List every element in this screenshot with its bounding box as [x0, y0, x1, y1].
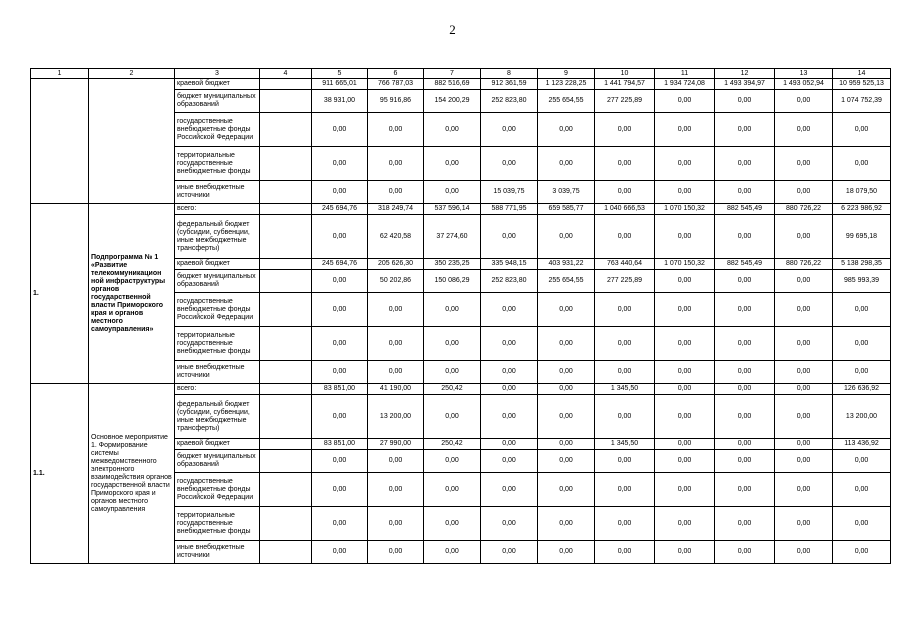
- value-cell: 882 545,49: [715, 204, 775, 215]
- value-cell: 911 665,01: [312, 79, 368, 90]
- empty-cell: [260, 113, 312, 147]
- value-cell: 41 190,00: [368, 384, 424, 395]
- empty-cell: [260, 439, 312, 450]
- value-cell: 0,00: [481, 215, 538, 259]
- section-name: Подпрограмма № 1 «Развитие телекоммуникацион ной инфраструктуры органов государственной власти Приморского края и органов местного самоуправления»: [89, 204, 175, 384]
- value-cell: 0,00: [595, 541, 655, 564]
- value-cell: 0,00: [775, 439, 833, 450]
- value-cell: 0,00: [368, 181, 424, 204]
- value-cell: 0,00: [775, 395, 833, 439]
- value-cell: 0,00: [715, 507, 775, 541]
- value-cell: 0,00: [538, 215, 595, 259]
- empty-cell: [260, 181, 312, 204]
- column-header: 10: [595, 69, 655, 79]
- value-cell: 985 993,39: [833, 270, 891, 293]
- value-cell: 10 959 525,13: [833, 79, 891, 90]
- value-cell: 0,00: [655, 113, 715, 147]
- table-body: [31, 69, 891, 564]
- value-cell: 0,00: [595, 181, 655, 204]
- value-cell: 0,00: [538, 384, 595, 395]
- budget-table: [30, 68, 891, 564]
- value-cell: 0,00: [715, 541, 775, 564]
- value-cell: 350 235,25: [424, 259, 481, 270]
- funding-source-cell: бюджет муниципальных образований: [175, 90, 260, 113]
- empty-cell: [260, 215, 312, 259]
- value-cell: 0,00: [312, 473, 368, 507]
- empty-cell: [260, 384, 312, 395]
- value-cell: 1 441 794,57: [595, 79, 655, 90]
- value-cell: 0,00: [595, 293, 655, 327]
- value-cell: 0,00: [368, 507, 424, 541]
- funding-source-cell: иные внебюджетные источники: [175, 541, 260, 564]
- value-cell: 245 694,76: [312, 204, 368, 215]
- value-cell: 0,00: [775, 215, 833, 259]
- column-header: 8: [481, 69, 538, 79]
- funding-source-cell: иные внебюджетные источники: [175, 181, 260, 204]
- column-header: 13: [775, 69, 833, 79]
- value-cell: 0,00: [775, 270, 833, 293]
- value-cell: 0,00: [368, 327, 424, 361]
- funding-source-cell: государственные внебюджетные фонды Российской Федерации: [175, 113, 260, 147]
- value-cell: 0,00: [424, 395, 481, 439]
- column-header: 11: [655, 69, 715, 79]
- value-cell: 13 200,00: [368, 395, 424, 439]
- value-cell: 0,00: [481, 147, 538, 181]
- value-cell: 0,00: [775, 507, 833, 541]
- empty-cell: [260, 147, 312, 181]
- value-cell: 766 787,03: [368, 79, 424, 90]
- value-cell: 0,00: [368, 361, 424, 384]
- value-cell: 0,00: [775, 327, 833, 361]
- value-cell: 882 545,49: [715, 259, 775, 270]
- value-cell: 255 654,55: [538, 90, 595, 113]
- value-cell: 0,00: [481, 327, 538, 361]
- empty-cell: [260, 293, 312, 327]
- value-cell: 0,00: [595, 327, 655, 361]
- value-cell: 0,00: [368, 473, 424, 507]
- value-cell: 403 931,22: [538, 259, 595, 270]
- value-cell: 0,00: [833, 293, 891, 327]
- value-cell: 0,00: [775, 147, 833, 181]
- empty-cell: [260, 90, 312, 113]
- value-cell: 0,00: [424, 361, 481, 384]
- value-cell: 0,00: [715, 384, 775, 395]
- empty-cell: [260, 450, 312, 473]
- value-cell: 0,00: [312, 181, 368, 204]
- value-cell: 13 200,00: [833, 395, 891, 439]
- value-cell: 0,00: [481, 113, 538, 147]
- value-cell: 6 223 986,92: [833, 204, 891, 215]
- value-cell: 880 726,22: [775, 259, 833, 270]
- value-cell: 0,00: [595, 450, 655, 473]
- value-cell: 0,00: [481, 439, 538, 450]
- value-cell: 0,00: [481, 541, 538, 564]
- value-cell: 0,00: [655, 450, 715, 473]
- value-cell: 659 585,77: [538, 204, 595, 215]
- value-cell: 252 823,80: [481, 90, 538, 113]
- funding-source-cell: иные внебюджетные источники: [175, 361, 260, 384]
- value-cell: 1 040 666,53: [595, 204, 655, 215]
- funding-source-cell: государственные внебюджетные фонды Российской Федерации: [175, 473, 260, 507]
- value-cell: 5 138 298,35: [833, 259, 891, 270]
- value-cell: 0,00: [312, 215, 368, 259]
- funding-source-cell: всего:: [175, 384, 260, 395]
- value-cell: 0,00: [538, 361, 595, 384]
- value-cell: 0,00: [368, 147, 424, 181]
- value-cell: 0,00: [481, 293, 538, 327]
- value-cell: 113 436,92: [833, 439, 891, 450]
- value-cell: 1 074 752,39: [833, 90, 891, 113]
- value-cell: 0,00: [481, 384, 538, 395]
- section-number: 1.1.: [31, 384, 89, 564]
- value-cell: 0,00: [481, 361, 538, 384]
- value-cell: 0,00: [833, 113, 891, 147]
- value-cell: 882 516,69: [424, 79, 481, 90]
- value-cell: 0,00: [595, 113, 655, 147]
- page-number: 2: [449, 22, 456, 37]
- empty-cell: [260, 541, 312, 564]
- column-header: 3: [175, 69, 260, 79]
- value-cell: 0,00: [833, 541, 891, 564]
- value-cell: 1 934 724,08: [655, 79, 715, 90]
- value-cell: 0,00: [538, 327, 595, 361]
- value-cell: 0,00: [655, 293, 715, 327]
- column-header: 6: [368, 69, 424, 79]
- value-cell: 0,00: [538, 507, 595, 541]
- empty-cell: [260, 79, 312, 90]
- value-cell: 880 726,22: [775, 204, 833, 215]
- funding-source-cell: территориальные государственные внебюджетные фонды: [175, 147, 260, 181]
- value-cell: 1 345,50: [595, 439, 655, 450]
- value-cell: 0,00: [538, 541, 595, 564]
- value-cell: 0,00: [775, 90, 833, 113]
- value-cell: 0,00: [715, 90, 775, 113]
- value-cell: 0,00: [833, 361, 891, 384]
- value-cell: 0,00: [595, 147, 655, 181]
- value-cell: 0,00: [424, 541, 481, 564]
- value-cell: 0,00: [655, 215, 715, 259]
- column-header: 7: [424, 69, 481, 79]
- column-header: 14: [833, 69, 891, 79]
- value-cell: 0,00: [538, 395, 595, 439]
- value-cell: 95 916,86: [368, 90, 424, 113]
- value-cell: 0,00: [775, 384, 833, 395]
- value-cell: 0,00: [481, 507, 538, 541]
- value-cell: 150 086,29: [424, 270, 481, 293]
- value-cell: 0,00: [595, 395, 655, 439]
- value-cell: 0,00: [715, 473, 775, 507]
- value-cell: 0,00: [715, 181, 775, 204]
- value-cell: 0,00: [833, 507, 891, 541]
- value-cell: 912 361,59: [481, 79, 538, 90]
- funding-source-cell: краевой бюджет: [175, 439, 260, 450]
- value-cell: 0,00: [312, 361, 368, 384]
- value-cell: 0,00: [538, 147, 595, 181]
- empty-cell: [260, 473, 312, 507]
- value-cell: 250,42: [424, 439, 481, 450]
- value-cell: 0,00: [833, 327, 891, 361]
- column-header: 1: [31, 69, 89, 79]
- value-cell: 763 440,64: [595, 259, 655, 270]
- value-cell: 0,00: [775, 293, 833, 327]
- value-cell: 0,00: [655, 90, 715, 113]
- value-cell: 0,00: [312, 507, 368, 541]
- funding-source-cell: федеральный бюджет (субсидии, субвенции, иные межбюджетные трансферты): [175, 395, 260, 439]
- value-cell: 277 225,89: [595, 90, 655, 113]
- value-cell: 0,00: [655, 473, 715, 507]
- value-cell: 126 636,92: [833, 384, 891, 395]
- value-cell: 0,00: [775, 181, 833, 204]
- value-cell: 0,00: [715, 270, 775, 293]
- value-cell: 255 654,55: [538, 270, 595, 293]
- value-cell: 0,00: [715, 215, 775, 259]
- value-cell: 0,00: [538, 473, 595, 507]
- value-cell: 0,00: [424, 473, 481, 507]
- empty-cell: [260, 361, 312, 384]
- value-cell: 154 200,29: [424, 90, 481, 113]
- value-cell: 15 039,75: [481, 181, 538, 204]
- value-cell: 335 948,15: [481, 259, 538, 270]
- column-header: 9: [538, 69, 595, 79]
- value-cell: 0,00: [775, 113, 833, 147]
- empty-cell: [260, 507, 312, 541]
- value-cell: 0,00: [715, 327, 775, 361]
- value-cell: 0,00: [312, 395, 368, 439]
- value-cell: 0,00: [655, 384, 715, 395]
- value-cell: 0,00: [312, 541, 368, 564]
- value-cell: 0,00: [595, 215, 655, 259]
- funding-source-cell: бюджет муниципальных образований: [175, 450, 260, 473]
- value-cell: 0,00: [368, 113, 424, 147]
- value-cell: 252 823,80: [481, 270, 538, 293]
- value-cell: 27 990,00: [368, 439, 424, 450]
- value-cell: 0,00: [595, 507, 655, 541]
- value-cell: 0,00: [312, 147, 368, 181]
- value-cell: 0,00: [833, 473, 891, 507]
- value-cell: 0,00: [368, 450, 424, 473]
- value-cell: 0,00: [775, 450, 833, 473]
- value-cell: 0,00: [595, 361, 655, 384]
- value-cell: 0,00: [424, 327, 481, 361]
- value-cell: 83 851,00: [312, 384, 368, 395]
- value-cell: 0,00: [833, 450, 891, 473]
- value-cell: 0,00: [655, 361, 715, 384]
- value-cell: 0,00: [655, 270, 715, 293]
- value-cell: 0,00: [775, 473, 833, 507]
- value-cell: 0,00: [538, 450, 595, 473]
- value-cell: 1 070 150,32: [655, 204, 715, 215]
- value-cell: 0,00: [715, 293, 775, 327]
- section-name: Основное мероприятие 1. Формирование системы межведомственного электронного взаимодействия органов государственной власти Приморского края и органов местного самоуправления: [89, 384, 175, 564]
- value-cell: 0,00: [312, 270, 368, 293]
- value-cell: 1 493 052,94: [775, 79, 833, 90]
- empty-cell: [260, 327, 312, 361]
- value-cell: 205 626,30: [368, 259, 424, 270]
- section-number: 1.: [31, 204, 89, 384]
- value-cell: 0,00: [424, 293, 481, 327]
- empty-cell: [260, 270, 312, 293]
- value-cell: 37 274,60: [424, 215, 481, 259]
- empty-cell: [260, 395, 312, 439]
- value-cell: 0,00: [715, 361, 775, 384]
- value-cell: 537 596,14: [424, 204, 481, 215]
- value-cell: 0,00: [655, 507, 715, 541]
- value-cell: 250,42: [424, 384, 481, 395]
- funding-source-cell: государственные внебюджетные фонды Российской Федерации: [175, 293, 260, 327]
- value-cell: 0,00: [655, 327, 715, 361]
- value-cell: 1 493 394,97: [715, 79, 775, 90]
- value-cell: 3 039,75: [538, 181, 595, 204]
- value-cell: 0,00: [312, 327, 368, 361]
- value-cell: 0,00: [538, 293, 595, 327]
- column-header: 2: [89, 69, 175, 79]
- funding-source-cell: краевой бюджет: [175, 79, 260, 90]
- value-cell: 0,00: [481, 473, 538, 507]
- value-cell: 0,00: [655, 147, 715, 181]
- value-cell: 0,00: [715, 450, 775, 473]
- table-row: [31, 79, 891, 90]
- value-cell: 0,00: [481, 450, 538, 473]
- value-cell: 245 694,76: [312, 259, 368, 270]
- header-row: [31, 69, 891, 79]
- funding-source-cell: федеральный бюджет (субсидии, субвенции, иные межбюджетные трансферты): [175, 215, 260, 259]
- value-cell: 0,00: [368, 293, 424, 327]
- name-cell: [89, 79, 175, 204]
- value-cell: 0,00: [715, 147, 775, 181]
- value-cell: 0,00: [715, 395, 775, 439]
- value-cell: 1 345,50: [595, 384, 655, 395]
- value-cell: 0,00: [775, 541, 833, 564]
- value-cell: 0,00: [715, 113, 775, 147]
- funding-source-cell: территориальные государственные внебюджетные фонды: [175, 327, 260, 361]
- value-cell: 0,00: [538, 113, 595, 147]
- value-cell: 0,00: [655, 181, 715, 204]
- funding-source-cell: краевой бюджет: [175, 259, 260, 270]
- column-header: 4: [260, 69, 312, 79]
- value-cell: 0,00: [424, 507, 481, 541]
- column-header: 5: [312, 69, 368, 79]
- value-cell: 0,00: [833, 147, 891, 181]
- value-cell: 0,00: [424, 113, 481, 147]
- value-cell: 38 931,00: [312, 90, 368, 113]
- value-cell: 0,00: [312, 113, 368, 147]
- value-cell: 588 771,95: [481, 204, 538, 215]
- value-cell: 1 070 150,32: [655, 259, 715, 270]
- value-cell: 318 249,74: [368, 204, 424, 215]
- value-cell: 1 123 228,25: [538, 79, 595, 90]
- value-cell: 0,00: [368, 541, 424, 564]
- value-cell: 0,00: [715, 439, 775, 450]
- table-row: [31, 204, 891, 215]
- value-cell: 0,00: [312, 293, 368, 327]
- value-cell: 0,00: [775, 361, 833, 384]
- table-row: [31, 384, 891, 395]
- value-cell: 0,00: [312, 450, 368, 473]
- value-cell: 0,00: [424, 147, 481, 181]
- empty-cell: [260, 259, 312, 270]
- value-cell: 62 420,58: [368, 215, 424, 259]
- value-cell: 18 079,50: [833, 181, 891, 204]
- value-cell: 0,00: [595, 473, 655, 507]
- value-cell: 99 695,18: [833, 215, 891, 259]
- value-cell: 277 225,89: [595, 270, 655, 293]
- value-cell: 0,00: [481, 395, 538, 439]
- funding-source-cell: всего:: [175, 204, 260, 215]
- funding-source-cell: бюджет муниципальных образований: [175, 270, 260, 293]
- value-cell: 0,00: [424, 181, 481, 204]
- value-cell: 0,00: [655, 439, 715, 450]
- funding-source-cell: территориальные государственные внебюджетные фонды: [175, 507, 260, 541]
- column-header: 12: [715, 69, 775, 79]
- value-cell: 0,00: [424, 450, 481, 473]
- value-cell: 0,00: [538, 439, 595, 450]
- value-cell: 83 851,00: [312, 439, 368, 450]
- empty-cell: [260, 204, 312, 215]
- value-cell: 0,00: [655, 395, 715, 439]
- value-cell: 50 202,86: [368, 270, 424, 293]
- index-cell: [31, 79, 89, 204]
- value-cell: 0,00: [655, 541, 715, 564]
